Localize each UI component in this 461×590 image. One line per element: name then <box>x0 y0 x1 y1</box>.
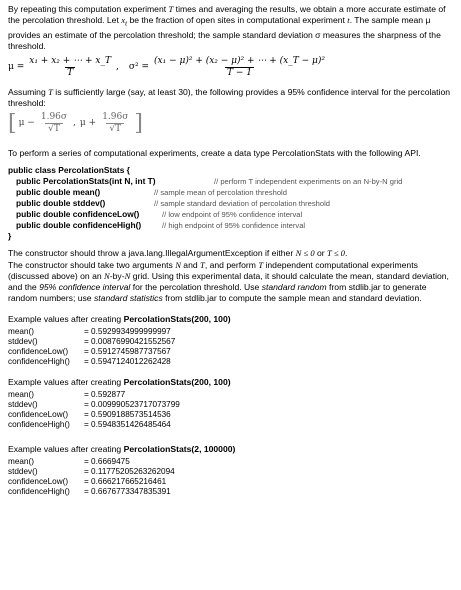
example-row: stddev() = 0.00876990421552567 <box>8 336 176 346</box>
example-row: confidenceHigh() = 0.6676773347835391 <box>8 486 171 496</box>
intro-paragraph: By repeating this computation experiment T times and averaging the results, we obtain a more accurate estimate of the percolation threshold. Let $x_t$ be the fraction of open sites in computational experiment t. The sample mean μ provides an estimate of the percolation threshold; the sample standard deviation σ measures the sharpness of the threshold. <box>8 4 446 51</box>
mean-variance-formula: μ = $\frac{\text{x₁ + x₂ + ⋯ + x\_T}}{T}$ , σ² = $\frac{\text{(x₁ − μ)² + (x₂ − μ)² + ⋯ + (x\_T − μ)²}}{T - 1}$ <box>8 56 325 79</box>
example-row: confidenceLow() = 0.666217665216461 <box>8 476 167 486</box>
constructor-exception-paragraph: The constructor should throw a java.lang.IllegalArgumentException if either N ≤ 0 or T ≤ 0. <box>8 247 348 258</box>
example-row: mean() = 0.6669475 <box>8 456 130 466</box>
example-values <box>8 457 453 497</box>
example-title: Example values after creating PercolationStats(2, 100000) <box>8 443 236 454</box>
example-row: confidenceHigh() = 0.5948351426485464 <box>8 419 171 429</box>
class-declaration: public class PercolationStats { <box>8 164 130 175</box>
standard-statistics-link[interactable]: standard statistics <box>93 292 163 303</box>
ci-high-fraction: $\frac{1.96\sigma}{√T}$ <box>102 112 129 135</box>
example-block-2 <box>8 377 453 430</box>
ci-intro-paragraph: Assuming T is sufficiently large (say, at least 30), the following provides a 95% confidence interval for the percolation threshold: <box>8 86 451 108</box>
api-intro: To perform a series of computational experiments, create a data type PercolationStats with the following API. <box>8 147 421 158</box>
example-row: mean() = 0.5929934999999997 <box>8 326 171 336</box>
api-method-mean: public double mean() // sample mean of percolation threshold <box>16 186 287 197</box>
api-method-stddev: public double stddev() // sample standard deviation of percolation threshold <box>16 197 331 208</box>
confidence-interval-formula: [ μ − $\frac{1.96\sigma}{√T}$ , μ + $\frac{1.96\sigma}{√T}$ ] <box>8 110 143 136</box>
mu-lhs: μ = <box>8 62 25 73</box>
example-block-3 <box>8 444 453 497</box>
api-method-constructor: public PercolationStats(int N, int T) // perform T independent experiments on an N-by-N grid <box>16 175 403 186</box>
api-method-confidence-low: public double confidenceLow() // low endpoint of 95% confidence interval <box>16 208 303 219</box>
sigma-lhs: σ² = <box>128 62 150 73</box>
confidence-interval-link[interactable]: 95% confidence interval <box>39 281 131 292</box>
example-title: Example values after creating PercolationStats(200, 100) <box>8 313 231 324</box>
example-values <box>8 327 453 367</box>
constructor-description-paragraph: The constructor should take two arguments N and T, and perform T independent computational experiments (discussed above) on an N-by-N grid. Using this experimental data, it should calculate the mean, standard deviation, and the 95% confidence interval for the percolation threshold. Use standard random from stdlib.jar to generate random numbers; use standard statistics from stdlib.jar to compute the sample mean and standard deviation. <box>8 259 449 303</box>
example-row: confidenceHigh() = 0.5947124012262428 <box>8 356 171 366</box>
example-title: Example values after creating PercolationStats(200, 100) <box>8 376 231 387</box>
example-block-1 <box>8 314 453 367</box>
api-listing <box>8 165 453 242</box>
mu-fraction: $\frac{\text{x₁ + x₂ + ⋯ + x\_T}}{T}$ <box>29 56 111 79</box>
example-row: confidenceLow() = 0.5912745987737567 <box>8 346 171 356</box>
example-row: stddev() = 0.009990523717073799 <box>8 399 180 409</box>
example-row: mean() = 0.592877 <box>8 389 126 399</box>
sigma-fraction: $\frac{\text{(x₁ − μ)² + (x₂ − μ)² + ⋯ + (x\_T − μ)²}}{T - 1}$ <box>154 56 325 79</box>
standard-random-link[interactable]: standard random <box>261 281 327 292</box>
api-method-confidence-high: public double confidenceHigh() // high endpoint of 95% confidence interval <box>16 219 306 230</box>
example-values <box>8 390 453 430</box>
example-row: stddev() = 0.11775205263262094 <box>8 466 175 476</box>
class-close-brace: } <box>8 230 12 241</box>
ci-low-fraction: $\frac{1.96\sigma}{√T}$ <box>40 112 68 135</box>
example-row: confidenceLow() = 0.5909188573514536 <box>8 409 171 419</box>
